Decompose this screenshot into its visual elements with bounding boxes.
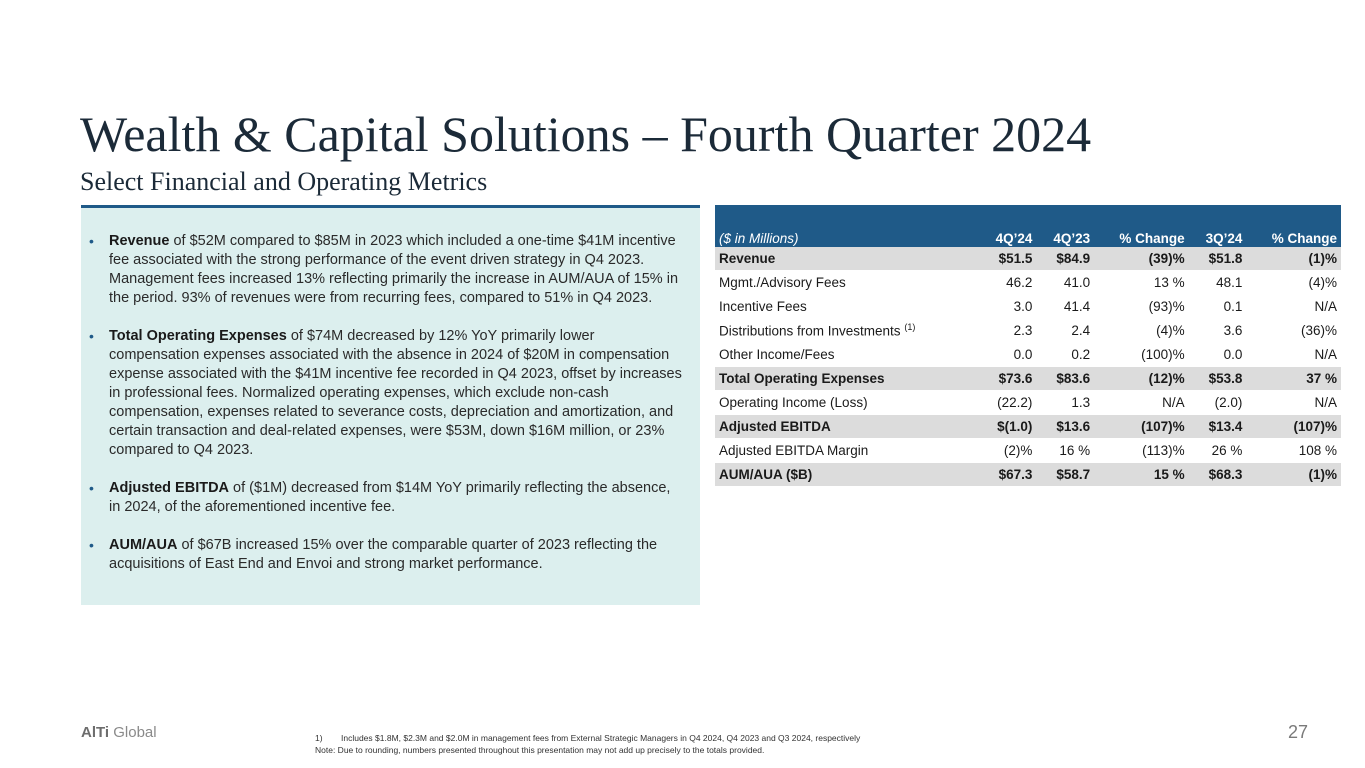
row-label-cell [715, 391, 979, 415]
row-label: Operating Income (Loss) [719, 395, 868, 410]
table-cell: 26 % [1189, 439, 1247, 463]
bullet-item [89, 479, 684, 517]
table-cell: (36)% [1246, 319, 1341, 343]
table-row [715, 391, 1341, 415]
row-label-cell [715, 295, 979, 319]
logo-mark: AlTi [81, 724, 110, 741]
table-cell: 48.1 [1189, 271, 1247, 295]
table-cell: 41.4 [1036, 295, 1094, 319]
table-cell: (2.0) [1189, 391, 1247, 415]
table-row [715, 367, 1341, 391]
bullet-item [89, 232, 684, 308]
table-row [715, 415, 1341, 439]
footnote-text: Includes $1.8M, $2.3M and $2.0M in management fees from External Strategic Managers in Q4 2024, Q4 2023 and Q3 2024, respectively [341, 733, 861, 743]
table-header-row [715, 225, 1341, 247]
table-cell: (12)% [1094, 367, 1189, 391]
row-label: Adjusted EBITDA [719, 419, 831, 434]
table-cell: $73.6 [979, 367, 1037, 391]
table-header-cell: 3Q’24 [1189, 225, 1247, 247]
table-cell: $67.3 [979, 463, 1037, 487]
table-row [715, 343, 1341, 367]
table-cell: 0.1 [1189, 295, 1247, 319]
footnote-1 [315, 732, 860, 744]
table-cell: (22.2) [979, 391, 1037, 415]
table-cell: 3.0 [979, 295, 1037, 319]
table-cell: (4)% [1246, 271, 1341, 295]
table-cell: 108 % [1246, 439, 1341, 463]
bullet-text: of $52M compared to $85M in 2023 which included a one-time $41M incentive fee associated with the strong performance of the event driven strategy in Q4 2023. Management fees increased 13% reflecting primarily the increase in AUM/AUA of 15% in the period. 93% of revenues were from recurring fees, compared to 51% in Q4 2023. [109, 233, 679, 306]
table-cell: 37 % [1246, 367, 1341, 391]
page-number: 27 [1288, 722, 1309, 742]
altiglobal-logo [81, 724, 157, 741]
row-label: Incentive Fees [719, 299, 807, 314]
row-label-cell [715, 271, 979, 295]
commentary-panel [81, 205, 700, 605]
table-cell: 1.3 [1036, 391, 1094, 415]
table-cell: (107)% [1246, 415, 1341, 439]
table-cell: $58.7 [1036, 463, 1094, 487]
table-cell: (1)% [1246, 463, 1341, 487]
table-cell: N/A [1246, 343, 1341, 367]
footnote-number: 1) [315, 733, 323, 743]
table-header-bar [715, 205, 1341, 225]
table-cell: $68.3 [1189, 463, 1247, 487]
financial-metrics-table [715, 225, 1341, 487]
table-row [715, 247, 1341, 271]
table-cell: 2.4 [1036, 319, 1094, 343]
row-label-cell [715, 415, 979, 439]
table-cell: 3.6 [1189, 319, 1247, 343]
table-cell: $83.6 [1036, 367, 1094, 391]
table-cell: $51.8 [1189, 247, 1247, 271]
footnote-ref: (1) [904, 322, 916, 333]
table-cell: N/A [1246, 295, 1341, 319]
page-title: Wealth & Capital Solutions – Fourth Quarter 2024 [80, 106, 1092, 162]
table-row [715, 463, 1341, 487]
row-label: Total Operating Expenses [719, 371, 885, 386]
table-cell: (113)% [1094, 439, 1189, 463]
row-label-cell [715, 343, 979, 367]
table-cell: 13 % [1094, 271, 1189, 295]
rounding-note: Note: Due to rounding, numbers presented throughout this presentation may not add up precisely to the totals provided. [315, 745, 765, 755]
table-cell: (4)% [1094, 319, 1189, 343]
bullet-heading: Adjusted EBITDA [109, 480, 230, 496]
table-cell: 0.0 [1189, 343, 1247, 367]
row-label-cell [715, 439, 979, 463]
bullet-dot-icon: • [89, 328, 94, 344]
table-cell: N/A [1246, 391, 1341, 415]
row-label: Mgmt./Advisory Fees [719, 275, 846, 290]
row-label: Other Income/Fees [719, 347, 835, 362]
table-cell: N/A [1094, 391, 1189, 415]
table-cell: (107)% [1094, 415, 1189, 439]
bullet-text: of $67B increased 15% over the comparable quarter of 2023 reflecting the acquisitions of East End and Envoi and strong market performance. [109, 537, 658, 572]
table-cell: (1)% [1246, 247, 1341, 271]
row-label-cell [715, 463, 979, 487]
table-cell: 16 % [1036, 439, 1094, 463]
footnotes [315, 732, 860, 756]
table-cell: $84.9 [1036, 247, 1094, 271]
bullet-text: of $74M decreased by 12% YoY primarily lower compensation expenses associated with the absence in 2024 of $20M in compensation expense associated with the $41M incentive fee recorded in Q4 2023, offset by increases in professional fees. Normalized operating expenses, which exclude non-cash compensation, expenses related to severance costs, depreciation and amortization, and certain transaction and deal-related expenses, were $53M, down $16M million, or 23% compared to Q4 2023. [109, 328, 682, 458]
table-cell: 46.2 [979, 271, 1037, 295]
table-cell: $53.8 [1189, 367, 1247, 391]
table-cell: 2.3 [979, 319, 1037, 343]
bullet-dot-icon: • [89, 480, 94, 496]
table-cell: 41.0 [1036, 271, 1094, 295]
table-cell: (93)% [1094, 295, 1189, 319]
table-header-cell: 4Q’23 [1036, 225, 1094, 247]
table-cell: $(1.0) [979, 415, 1037, 439]
logo-word: Global [109, 724, 157, 741]
row-label: Adjusted EBITDA Margin [719, 443, 869, 458]
table-row [715, 319, 1341, 343]
row-label: Distributions from Investments [719, 323, 901, 339]
table-row [715, 439, 1341, 463]
table-cell: (2)% [979, 439, 1037, 463]
row-label: AUM/AUA ($B) [719, 467, 813, 482]
bullet-heading: Revenue [109, 233, 170, 249]
table-header-cell: ($ in Millions) [715, 225, 979, 247]
page-subtitle: Select Financial and Operating Metrics [80, 167, 488, 196]
table-cell: (100)% [1094, 343, 1189, 367]
table-header-cell: % Change [1246, 225, 1341, 247]
table-cell: 15 % [1094, 463, 1189, 487]
bullet-heading: AUM/AUA [109, 537, 178, 553]
table-row [715, 271, 1341, 295]
bullet-item [89, 327, 684, 460]
row-label-cell [715, 247, 979, 271]
bullet-item [89, 536, 684, 574]
table-cell: 0.2 [1036, 343, 1094, 367]
row-label-cell [715, 367, 979, 391]
bullet-heading: Total Operating Expenses [109, 328, 287, 344]
table-header-cell: 4Q’24 [979, 225, 1037, 247]
row-label-cell [715, 319, 979, 343]
bullet-dot-icon: • [89, 537, 94, 553]
table-cell: 0.0 [979, 343, 1037, 367]
table-cell: (39)% [1094, 247, 1189, 271]
table-cell: $13.6 [1036, 415, 1094, 439]
table-cell: $51.5 [979, 247, 1037, 271]
row-label: Revenue [719, 251, 776, 266]
table-header-cell: % Change [1094, 225, 1189, 247]
bullet-dot-icon: • [89, 233, 94, 249]
bullet-text: of ($1M) decreased from $14M YoY primarily reflecting the absence, in 2024, of the aforementioned incentive fee. [109, 480, 671, 515]
table-row [715, 295, 1341, 319]
table-cell: $13.4 [1189, 415, 1247, 439]
